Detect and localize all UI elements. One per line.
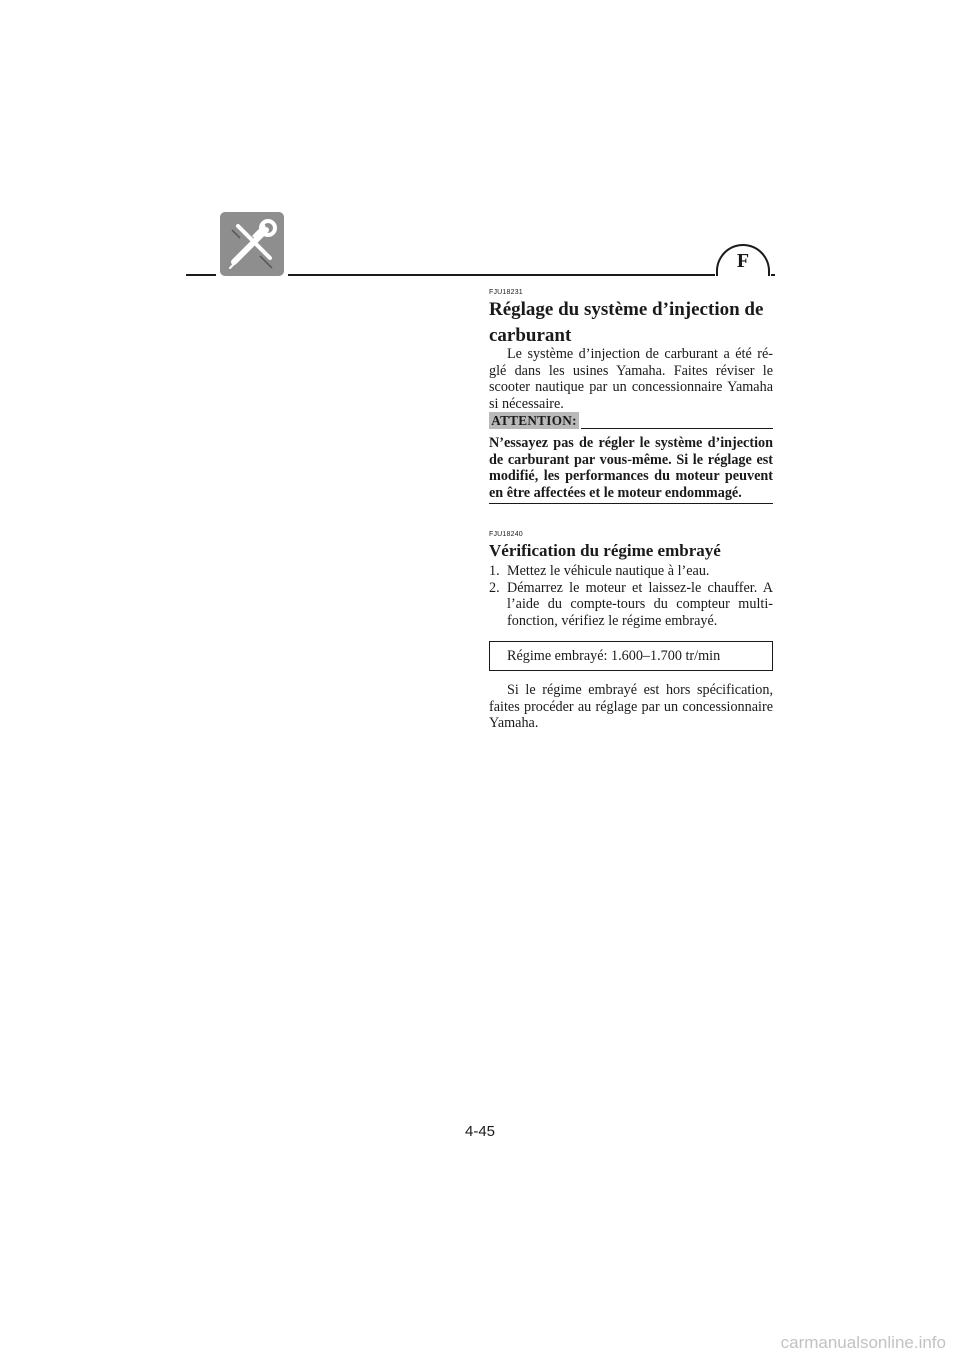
section-title-line-2: carburant [489, 325, 572, 346]
header-rule-tail [771, 274, 775, 276]
steps-list [489, 563, 773, 629]
attention-header [489, 411, 773, 431]
language-badge: F [716, 244, 770, 276]
wrench-tool-icon [220, 212, 284, 276]
list-item [489, 563, 773, 580]
step-number: 2. [489, 579, 500, 596]
step-text: Démarrez le moteur et laissez-le chauffer. A l’aide du compte-tours du compteur multi-fonction, vérifiez le régime embrayé. [507, 579, 773, 629]
step-text: Mettez le véhicule nautique à l’eau. [507, 563, 710, 579]
section-note: Si le régime embrayé est hors spécification, faites procéder au réglage par un concessionnaire Yamaha. [489, 682, 773, 732]
attention-rule [581, 428, 773, 429]
spec-box: Régime embrayé: 1.600–1.700 tr/min [489, 641, 773, 671]
section-code: FJU18231 [489, 289, 523, 296]
section-code: FJU18240 [489, 531, 523, 538]
warning-text: N’essayez pas de régler le système d’injection de carburant par vous-même. Si le réglage est modifié, les performances du moteur peuvent en être affectées et le moteur endommagé. [489, 435, 773, 501]
header-rule-left [186, 274, 216, 276]
section-body: Le système d’injection de carburant a été ré-glé dans les usines Yamaha. Faites réviser le scooter nautique par un concessionnaire Yamaha si nécessaire. [489, 346, 773, 412]
watermark: carmanualsonline.info [780, 1333, 946, 1352]
header-rule-right [288, 274, 715, 276]
page-number: 4-45 [464, 1123, 496, 1140]
step-number: 1. [489, 563, 500, 579]
list-item [489, 580, 773, 630]
section-title-line-1: Réglage du système d’injection de [489, 299, 764, 320]
attention-label: ATTENTION: [489, 412, 579, 429]
section-title: Vérification du régime embrayé [489, 541, 721, 560]
section-title [489, 297, 773, 349]
warning-bottom-rule [489, 503, 773, 504]
